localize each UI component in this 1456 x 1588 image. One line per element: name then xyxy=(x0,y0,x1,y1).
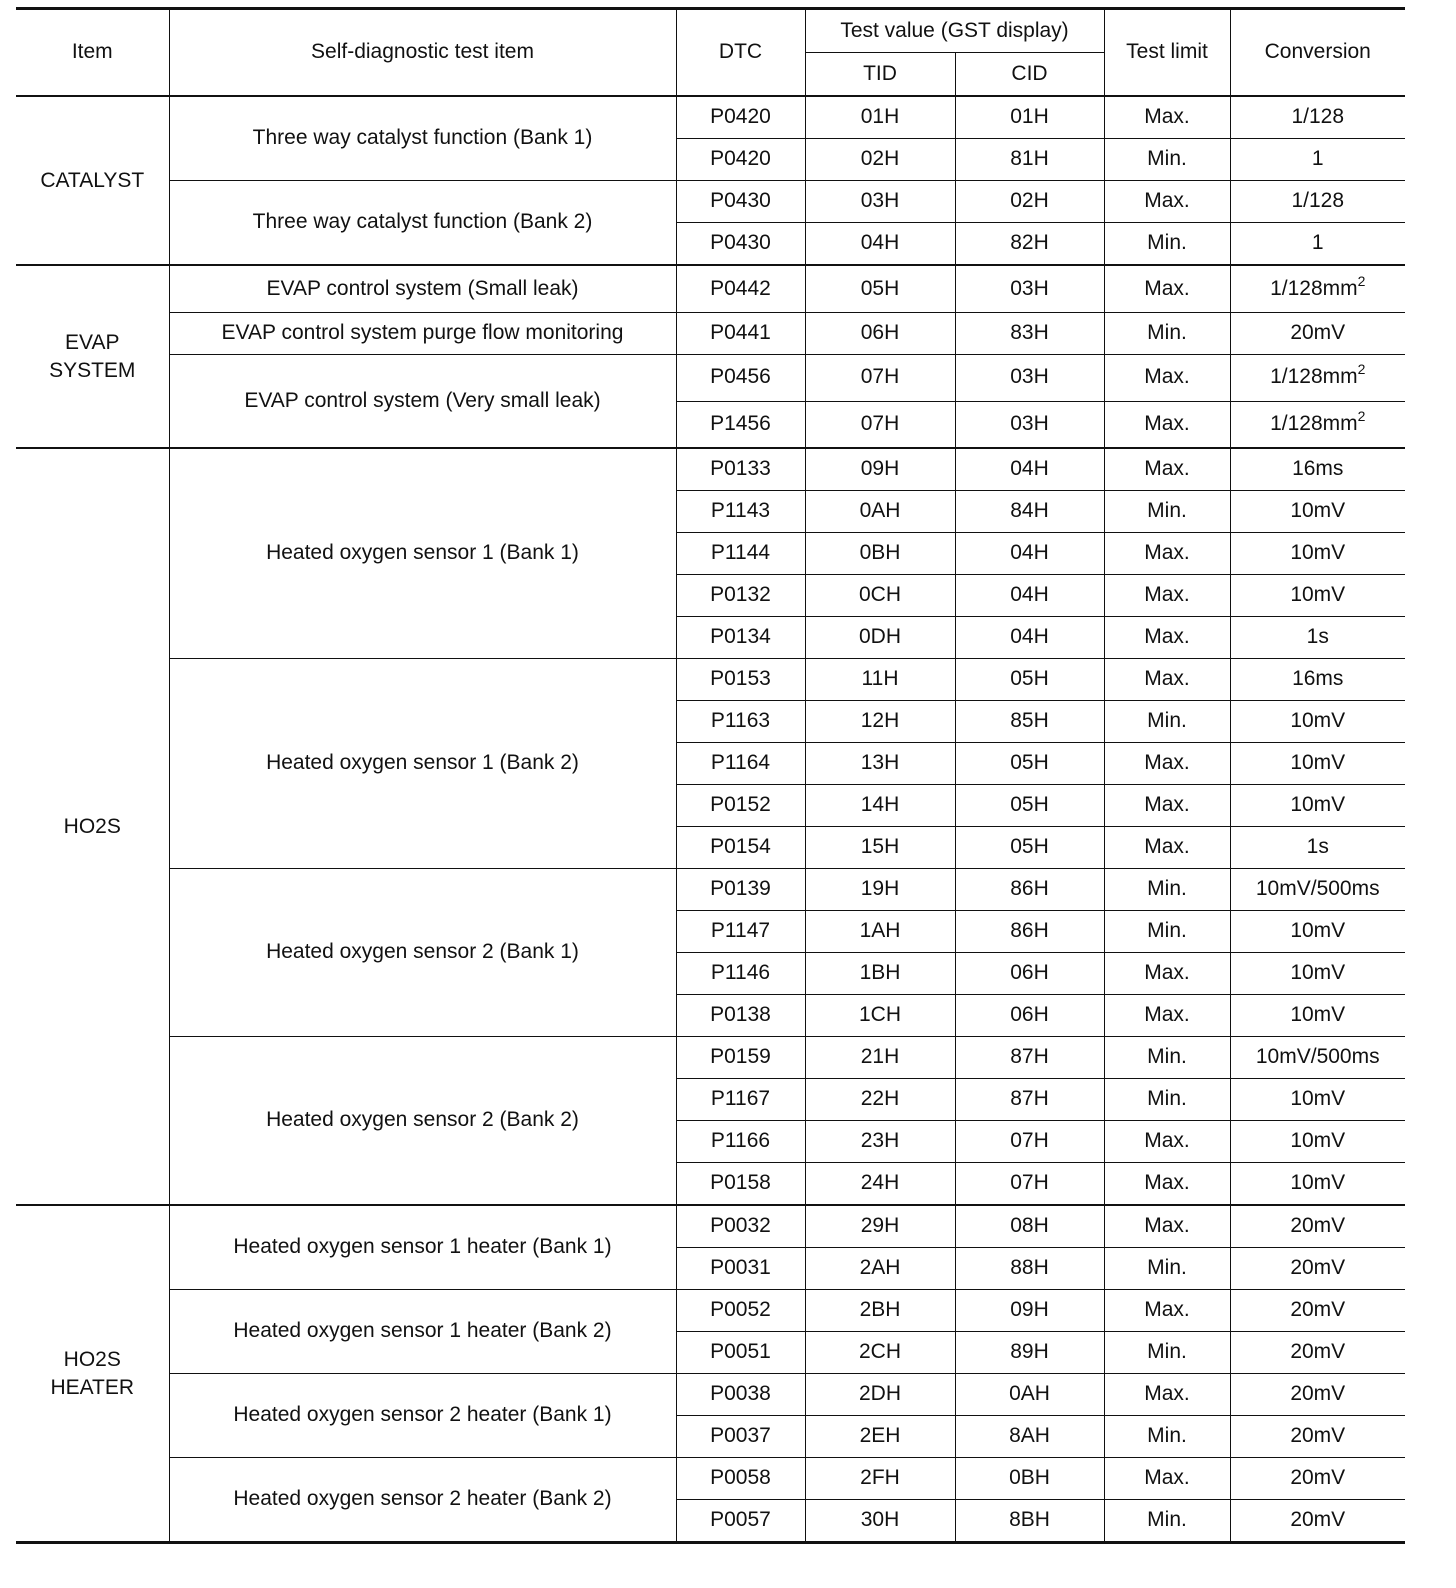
cid-cell: 85H xyxy=(955,701,1104,743)
dtc-cell: P1166 xyxy=(676,1121,805,1163)
cid-cell: 06H xyxy=(955,995,1104,1037)
table-header xyxy=(16,9,1405,97)
cid-cell: 83H xyxy=(955,312,1104,354)
conversion-cell: 10mV xyxy=(1230,995,1405,1037)
item-category-cell xyxy=(16,448,169,1205)
tid-cell: 0BH xyxy=(805,533,955,575)
cid-cell: 89H xyxy=(955,1332,1104,1374)
conversion-value: 1/128mm xyxy=(1270,276,1358,300)
cid-cell: 05H xyxy=(955,827,1104,869)
test-limit-cell: Min. xyxy=(1104,911,1230,953)
item-category-cell xyxy=(16,1205,169,1543)
conversion-cell xyxy=(1230,401,1405,448)
test-limit-cell: Min. xyxy=(1104,869,1230,911)
cid-cell: 04H xyxy=(955,448,1104,491)
cid-cell: 05H xyxy=(955,785,1104,827)
test-limit-cell: Min. xyxy=(1104,491,1230,533)
conversion-cell: 1/128 xyxy=(1230,181,1405,223)
conversion-cell: 10mV xyxy=(1230,491,1405,533)
test-item-name: EVAP control system (Small leak) xyxy=(169,265,676,312)
test-limit-cell: Min. xyxy=(1104,1500,1230,1543)
tid-cell: 2AH xyxy=(805,1248,955,1290)
cid-cell: 84H xyxy=(955,491,1104,533)
conversion-superscript: 2 xyxy=(1357,408,1366,425)
dtc-cell: P0152 xyxy=(676,785,805,827)
table-row xyxy=(16,96,1405,139)
header-test-item: Self-diagnostic test item xyxy=(169,9,676,97)
dtc-cell: P0158 xyxy=(676,1163,805,1206)
cid-cell: 8AH xyxy=(955,1416,1104,1458)
conversion-cell: 16ms xyxy=(1230,448,1405,491)
test-item-name: EVAP control system (Very small leak) xyxy=(169,354,676,448)
test-limit-cell: Max. xyxy=(1104,448,1230,491)
test-limit-cell: Max. xyxy=(1104,181,1230,223)
conversion-cell: 20mV xyxy=(1230,312,1405,354)
cid-cell: 0BH xyxy=(955,1458,1104,1500)
dtc-cell: P1147 xyxy=(676,911,805,953)
dtc-cell: P0051 xyxy=(676,1332,805,1374)
test-limit-cell: Max. xyxy=(1104,995,1230,1037)
tid-cell: 0CH xyxy=(805,575,955,617)
test-limit-cell: Max. xyxy=(1104,659,1230,701)
tid-cell: 01H xyxy=(805,96,955,139)
tid-cell: 21H xyxy=(805,1037,955,1079)
cid-cell: 8BH xyxy=(955,1500,1104,1543)
conversion-cell: 20mV xyxy=(1230,1248,1405,1290)
test-item-name: Heated oxygen sensor 1 heater (Bank 1) xyxy=(169,1205,676,1290)
dtc-cell: P0420 xyxy=(676,96,805,139)
cid-cell: 01H xyxy=(955,96,1104,139)
dtc-cell: P0038 xyxy=(676,1374,805,1416)
cid-cell: 03H xyxy=(955,354,1104,401)
table-row xyxy=(16,869,1405,911)
table-row xyxy=(16,1037,1405,1079)
test-limit-cell: Min. xyxy=(1104,312,1230,354)
dtc-cell: P1163 xyxy=(676,701,805,743)
cid-cell: 87H xyxy=(955,1037,1104,1079)
conversion-cell: 10mV xyxy=(1230,1121,1405,1163)
table-row xyxy=(16,1205,1405,1248)
cid-cell: 82H xyxy=(955,223,1104,266)
tid-cell: 2DH xyxy=(805,1374,955,1416)
conversion-cell: 10mV/500ms xyxy=(1230,1037,1405,1079)
tid-cell: 09H xyxy=(805,448,955,491)
item-category-cell xyxy=(16,96,169,265)
conversion-cell: 20mV xyxy=(1230,1458,1405,1500)
tid-cell: 13H xyxy=(805,743,955,785)
cid-cell: 05H xyxy=(955,659,1104,701)
dtc-cell: P0430 xyxy=(676,181,805,223)
tid-cell: 14H xyxy=(805,785,955,827)
tid-cell: 2EH xyxy=(805,1416,955,1458)
cid-cell: 07H xyxy=(955,1163,1104,1206)
cid-cell: 02H xyxy=(955,181,1104,223)
test-limit-cell: Max. xyxy=(1104,785,1230,827)
test-limit-cell: Max. xyxy=(1104,743,1230,785)
conversion-cell xyxy=(1230,265,1405,312)
table-body xyxy=(16,96,1405,1543)
conversion-cell xyxy=(1230,354,1405,401)
test-limit-cell: Min. xyxy=(1104,1079,1230,1121)
test-limit-cell: Min. xyxy=(1104,1332,1230,1374)
test-limit-cell: Max. xyxy=(1104,827,1230,869)
conversion-value: 1/128mm xyxy=(1270,365,1358,389)
dtc-cell: P0133 xyxy=(676,448,805,491)
tid-cell: 24H xyxy=(805,1163,955,1206)
dtc-cell: P1144 xyxy=(676,533,805,575)
dtc-cell: P1146 xyxy=(676,953,805,995)
cid-cell: 06H xyxy=(955,953,1104,995)
test-item-name: Heated oxygen sensor 2 (Bank 1) xyxy=(169,869,676,1037)
cid-cell: 81H xyxy=(955,139,1104,181)
dtc-cell: P0138 xyxy=(676,995,805,1037)
conversion-cell: 16ms xyxy=(1230,659,1405,701)
test-limit-cell: Max. xyxy=(1104,401,1230,448)
test-item-name: Heated oxygen sensor 2 heater (Bank 2) xyxy=(169,1458,676,1543)
item-category-label: EVAP SYSTEM xyxy=(49,331,136,382)
table-row xyxy=(16,265,1405,312)
conversion-cell: 20mV xyxy=(1230,1416,1405,1458)
tid-cell: 06H xyxy=(805,312,955,354)
table-row xyxy=(16,1374,1405,1416)
tid-cell: 04H xyxy=(805,223,955,266)
tid-cell: 2BH xyxy=(805,1290,955,1332)
conversion-cell: 10mV xyxy=(1230,785,1405,827)
test-limit-cell: Max. xyxy=(1104,96,1230,139)
header-test-value: Test value (GST display) xyxy=(805,9,1104,53)
conversion-cell: 1s xyxy=(1230,827,1405,869)
tid-cell: 23H xyxy=(805,1121,955,1163)
tid-cell: 12H xyxy=(805,701,955,743)
dtc-cell: P0139 xyxy=(676,869,805,911)
tid-cell: 1BH xyxy=(805,953,955,995)
item-category-label: CATALYST xyxy=(40,168,145,192)
dtc-cell: P0442 xyxy=(676,265,805,312)
cid-cell: 86H xyxy=(955,869,1104,911)
conversion-cell: 1 xyxy=(1230,139,1405,181)
dtc-cell: P0058 xyxy=(676,1458,805,1500)
test-limit-cell: Min. xyxy=(1104,223,1230,266)
test-limit-cell: Max. xyxy=(1104,533,1230,575)
table-row xyxy=(16,181,1405,223)
conversion-cell: 10mV xyxy=(1230,533,1405,575)
test-limit-cell: Min. xyxy=(1104,1037,1230,1079)
test-item-name: Three way catalyst function (Bank 2) xyxy=(169,181,676,266)
dtc-cell: P1164 xyxy=(676,743,805,785)
item-category-label: HO2S HEATER xyxy=(50,1348,135,1399)
tid-cell: 1AH xyxy=(805,911,955,953)
tid-cell: 29H xyxy=(805,1205,955,1248)
cid-cell: 04H xyxy=(955,617,1104,659)
test-limit-cell: Max. xyxy=(1104,575,1230,617)
header-tid: TID xyxy=(805,53,955,97)
test-item-name: Heated oxygen sensor 2 (Bank 2) xyxy=(169,1037,676,1206)
test-limit-cell: Max. xyxy=(1104,953,1230,995)
cid-cell: 04H xyxy=(955,533,1104,575)
test-item-name: Three way catalyst function (Bank 1) xyxy=(169,96,676,181)
dtc-cell: P1143 xyxy=(676,491,805,533)
diagnostic-table-container xyxy=(16,7,1405,1544)
dtc-cell: P0032 xyxy=(676,1205,805,1248)
item-category-label: HO2S xyxy=(63,814,121,838)
conversion-cell: 10mV/500ms xyxy=(1230,869,1405,911)
test-limit-cell: Max. xyxy=(1104,617,1230,659)
test-item-name: Heated oxygen sensor 1 (Bank 2) xyxy=(169,659,676,869)
table-row xyxy=(16,312,1405,354)
conversion-cell: 10mV xyxy=(1230,701,1405,743)
test-limit-cell: Min. xyxy=(1104,701,1230,743)
conversion-cell: 10mV xyxy=(1230,911,1405,953)
tid-cell: 2FH xyxy=(805,1458,955,1500)
test-item-name: Heated oxygen sensor 1 (Bank 1) xyxy=(169,448,676,659)
dtc-cell: P0037 xyxy=(676,1416,805,1458)
test-limit-cell: Min. xyxy=(1104,139,1230,181)
test-limit-cell: Max. xyxy=(1104,1290,1230,1332)
tid-cell: 22H xyxy=(805,1079,955,1121)
tid-cell: 2CH xyxy=(805,1332,955,1374)
test-item-name: Heated oxygen sensor 2 heater (Bank 1) xyxy=(169,1374,676,1458)
dtc-cell: P0134 xyxy=(676,617,805,659)
header-conversion: Conversion xyxy=(1230,9,1405,97)
self-diagnostic-test-table xyxy=(16,7,1405,1544)
conversion-cell: 1s xyxy=(1230,617,1405,659)
tid-cell: 07H xyxy=(805,401,955,448)
test-limit-cell: Min. xyxy=(1104,1248,1230,1290)
header-test-limit: Test limit xyxy=(1104,9,1230,97)
tid-cell: 0DH xyxy=(805,617,955,659)
test-limit-cell: Max. xyxy=(1104,265,1230,312)
table-row xyxy=(16,659,1405,701)
test-limit-cell: Max. xyxy=(1104,1121,1230,1163)
dtc-cell: P0430 xyxy=(676,223,805,266)
test-limit-cell: Max. xyxy=(1104,1205,1230,1248)
dtc-cell: P1167 xyxy=(676,1079,805,1121)
conversion-cell: 10mV xyxy=(1230,575,1405,617)
tid-cell: 07H xyxy=(805,354,955,401)
cid-cell: 03H xyxy=(955,265,1104,312)
conversion-cell: 20mV xyxy=(1230,1332,1405,1374)
tid-cell: 1CH xyxy=(805,995,955,1037)
tid-cell: 03H xyxy=(805,181,955,223)
tid-cell: 19H xyxy=(805,869,955,911)
test-limit-cell: Min. xyxy=(1104,1416,1230,1458)
dtc-cell: P0441 xyxy=(676,312,805,354)
conversion-value: 1/128mm xyxy=(1270,412,1358,436)
header-cid: CID xyxy=(955,53,1104,97)
tid-cell: 30H xyxy=(805,1500,955,1543)
table-row xyxy=(16,1290,1405,1332)
cid-cell: 04H xyxy=(955,575,1104,617)
conversion-cell: 20mV xyxy=(1230,1205,1405,1248)
conversion-superscript: 2 xyxy=(1357,361,1366,378)
conversion-cell: 10mV xyxy=(1230,1079,1405,1121)
test-limit-cell: Max. xyxy=(1104,1163,1230,1206)
dtc-cell: P0052 xyxy=(676,1290,805,1332)
conversion-cell: 10mV xyxy=(1230,1163,1405,1206)
header-dtc: DTC xyxy=(676,9,805,97)
cid-cell: 08H xyxy=(955,1205,1104,1248)
dtc-cell: P0456 xyxy=(676,354,805,401)
test-limit-cell: Max. xyxy=(1104,1458,1230,1500)
table-row xyxy=(16,448,1405,491)
tid-cell: 0AH xyxy=(805,491,955,533)
dtc-cell: P0057 xyxy=(676,1500,805,1543)
dtc-cell: P0153 xyxy=(676,659,805,701)
test-limit-cell: Max. xyxy=(1104,354,1230,401)
conversion-cell: 1 xyxy=(1230,223,1405,266)
cid-cell: 05H xyxy=(955,743,1104,785)
cid-cell: 07H xyxy=(955,1121,1104,1163)
tid-cell: 02H xyxy=(805,139,955,181)
tid-cell: 15H xyxy=(805,827,955,869)
conversion-cell: 20mV xyxy=(1230,1500,1405,1543)
table-row xyxy=(16,1458,1405,1500)
conversion-cell: 20mV xyxy=(1230,1374,1405,1416)
conversion-cell: 1/128 xyxy=(1230,96,1405,139)
dtc-cell: P0159 xyxy=(676,1037,805,1079)
cid-cell: 03H xyxy=(955,401,1104,448)
conversion-cell: 20mV xyxy=(1230,1290,1405,1332)
cid-cell: 0AH xyxy=(955,1374,1104,1416)
test-item-name: EVAP control system purge flow monitoring xyxy=(169,312,676,354)
cid-cell: 86H xyxy=(955,911,1104,953)
dtc-cell: P0031 xyxy=(676,1248,805,1290)
dtc-cell: P1456 xyxy=(676,401,805,448)
test-item-name: Heated oxygen sensor 1 heater (Bank 2) xyxy=(169,1290,676,1374)
dtc-cell: P0132 xyxy=(676,575,805,617)
item-category-cell xyxy=(16,265,169,448)
table-row xyxy=(16,354,1405,401)
conversion-cell: 10mV xyxy=(1230,953,1405,995)
tid-cell: 11H xyxy=(805,659,955,701)
cid-cell: 88H xyxy=(955,1248,1104,1290)
cid-cell: 87H xyxy=(955,1079,1104,1121)
dtc-cell: P0420 xyxy=(676,139,805,181)
conversion-superscript: 2 xyxy=(1357,272,1366,289)
conversion-cell: 10mV xyxy=(1230,743,1405,785)
dtc-cell: P0154 xyxy=(676,827,805,869)
header-item: Item xyxy=(71,40,113,64)
cid-cell: 09H xyxy=(955,1290,1104,1332)
tid-cell: 05H xyxy=(805,265,955,312)
test-limit-cell: Max. xyxy=(1104,1374,1230,1416)
